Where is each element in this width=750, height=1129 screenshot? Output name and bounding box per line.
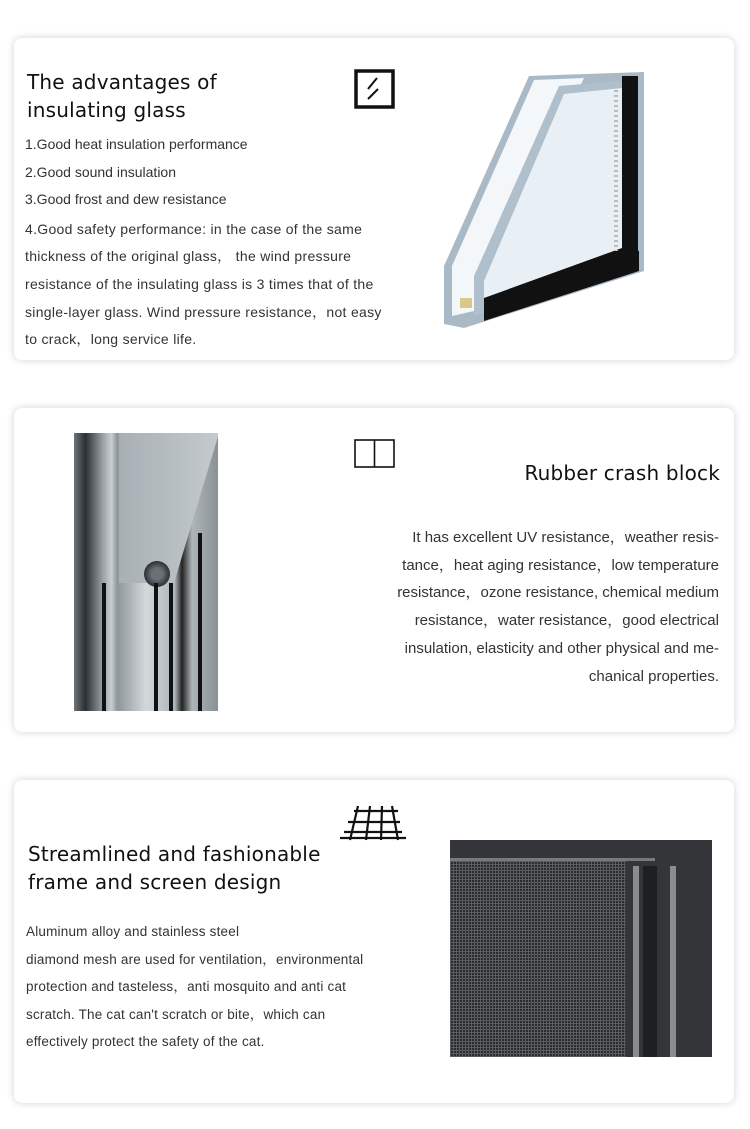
section-title [27, 68, 217, 124]
list-item [25, 214, 385, 354]
text-line: protection and tasteless，anti mosquito and anti cat [26, 979, 347, 995]
text-line: scratch. The cat can't scratch or bite，which can [26, 1006, 326, 1022]
title-line: frame and screen design [28, 870, 282, 894]
text-line: insulation, elasticity and other physical and me- [404, 639, 719, 657]
screen-mesh-image [450, 840, 712, 1057]
text-line: 4.Good safety performance: in the case of the same [25, 220, 363, 237]
list-item: 3.Good frost and dew resistance [25, 191, 227, 208]
text-line: chanical properties. [588, 667, 719, 685]
rubber-block-image [74, 433, 218, 711]
title-line: The advantages of [27, 70, 217, 94]
title-line: insulating glass [27, 98, 186, 122]
rubber-crash-block-card [14, 408, 734, 732]
text-line: resistance，ozone resistance, chemical medium [397, 584, 719, 602]
list-item: 1.Good heat insulation performance [25, 136, 248, 152]
insulating-glass-card [14, 38, 734, 360]
text-line: tance，heat aging resistance，low temperature [402, 556, 719, 574]
advantages-list [25, 131, 385, 354]
section-description [349, 524, 719, 690]
title-line: Streamlined and fashionable [28, 842, 321, 866]
text-line: single-layer glass. Wind pressure resistance，not easy [25, 303, 382, 320]
text-line: It has excellent UV resistance，weather resis- [412, 529, 719, 546]
list-item: 2.Good sound insulation [25, 163, 176, 180]
glass-pane-icon [354, 69, 395, 109]
text-line: Aluminum alloy and stainless steel [26, 924, 240, 939]
screen-design-card [14, 780, 734, 1103]
section-title [28, 840, 321, 896]
text-line: diamond mesh are used for ventilation，environmental [26, 951, 364, 967]
mesh-grid-icon [340, 805, 408, 841]
text-line: effectively protect the safety of the cat. [26, 1034, 265, 1050]
insulating-glass-image [444, 66, 664, 328]
section-description [26, 918, 386, 1056]
text-line: to crack，long service life. [25, 331, 197, 348]
double-panel-icon [354, 439, 396, 469]
text-line: resistance，water resistance，good electrical [414, 612, 719, 630]
section-title: Rubber crash block [524, 461, 720, 485]
text-line: thickness of the original glass， the wind pressure [25, 248, 352, 265]
text-line: resistance of the insulating glass is 3 times that of the [25, 275, 374, 292]
